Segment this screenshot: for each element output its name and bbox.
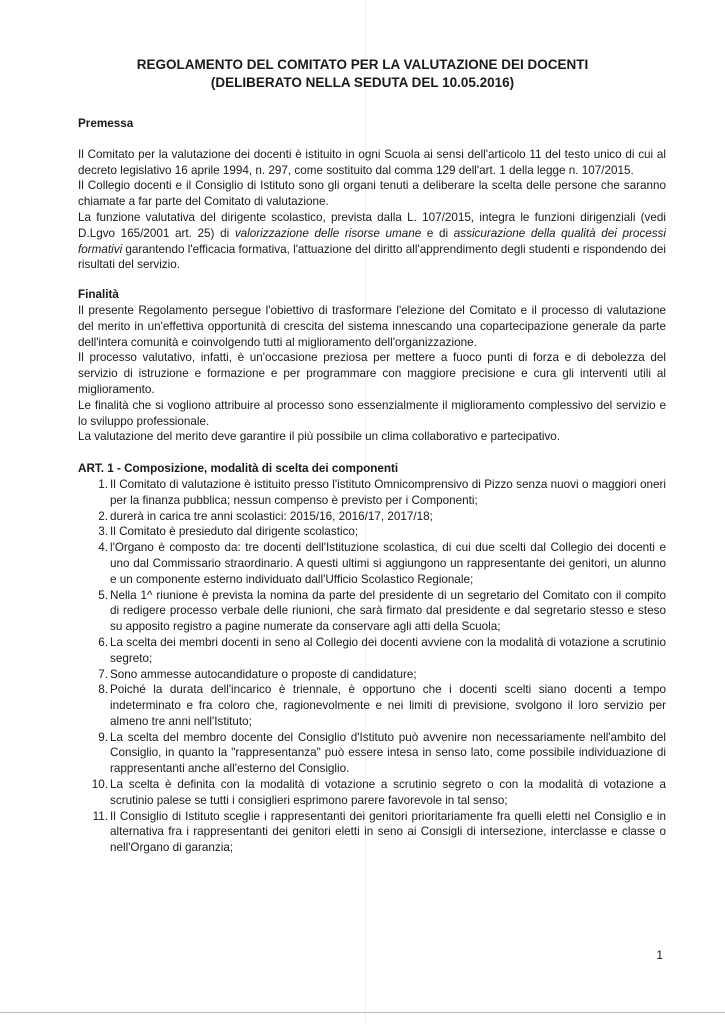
list-item: 8. Poiché la durata dell'incarico è triennale, è opportuno che i docenti scelti siano docenti a tempo indeterminato e fra coloro che, ragionevolmente e nei limiti di previsione, svolgono il loro servizio per almeno tre anni nell'Istituto;	[98, 683, 666, 728]
list-item: 10. La scelta è definita con la modalità di votazione a scrutinio segreto o con la modalità di votazione a scrutinio palese se tutti i consiglieri esprimono parere favorevole in tal senso;	[91, 778, 666, 807]
list-item: 2. durerà in carica tre anni scolastici: 2015/16, 2016/17, 2017/18;	[98, 509, 433, 523]
list-item: 1. Il Comitato di valutazione è istituito presso l'istituto Omnicomprensivo di Pizzo senza nuovi o maggiori oneri per la finanza pubblica; nessun compenso è previsto per i Componenti;	[98, 477, 666, 507]
list-item: 4. l'Organo è composto da: tre docenti dell'Istituzione scolastica, di cui due scelti dal Collegio dei docenti e uno dal Commissario straordinario. A questi ultimi si aggiungono un rappresentante dei genitori, un alunno e un componente esterno individuato dall'Ufficio Scolastico Regionale;	[98, 541, 666, 586]
list-item: 9. La scelta del membro docente del Consiglio d'Istituto può avvenire non necessariamente nell'ambito del Consiglio, in quanto la "rappresentanza" può essere intesa in senso lato, come possibile individuazione di rappresentanti anche all'esterno del Consiglio.	[98, 730, 666, 776]
premessa-paragraph-1: Il Comitato per la valutazione dei docenti è istituito in ogni Scuola ai sensi dell'articolo 11 del testo unico di cui al decreto legislativo 16 aprile 1994, n. 297, come sostituito dal comma 129 dell'art. 1 della legge n. 107/2015.	[78, 147, 666, 177]
scan-bottom-edge	[0, 1012, 725, 1013]
document-title	[60, 56, 665, 92]
section-heading-premessa: Premessa	[78, 117, 134, 130]
list-item: 11. Il Consiglio di Istituto sceglie i rappresentanti dei genitori prioritariamente fra quelli eletti nel Consiglio e in alternativa fra i rappresentanti dei genitori eletti in seno ai Consigli di intersezione, interclasse e classe o nell'Organo di garanzia;	[92, 809, 666, 855]
list-item: 6. La scelta dei membri docenti in seno al Collegio dei docenti avviene con la modalità di votazione a scrutinio segreto;	[98, 635, 666, 665]
section-heading-art1: ART. 1 - Composizione, modalità di scelta dei componenti	[78, 462, 399, 476]
title-line-1: REGOLAMENTO DEL COMITATO PER LA VALUTAZIONE DEI DOCENTI	[136, 57, 589, 72]
art1-list	[78, 477, 666, 856]
premessa-paragraph-2: Il Collegio docenti e il Consiglio di Istituto sono gli organi tenuti a deliberare la scelta delle persone che saranno chiamate a far parte del Comitato di valutazione.	[78, 179, 666, 209]
page-number: 1	[656, 948, 663, 962]
list-item: 7. Sono ammesse autocandidature o proposte di candidature;	[98, 667, 417, 681]
premessa-paragraph-3: La funzione valutativa del dirigente scolastico, prevista dalla L. 107/2015, integra le funzioni dirigenziali (vedi D.Lgvo 165/2001 art. 25) di valorizzazione delle risorse umane e di assicurazione della qualità dei processi formativi garantendo l'efficacia formativa, l'attuazione del diritto all'apprendimento degli studenti e rispondendo dei risultati del servizio.	[78, 210, 667, 272]
document-body	[78, 116, 666, 856]
finalita-paragraph-4: La valutazione del merito deve garantire il più possibile un clima collaborativo e partecipativo.	[78, 430, 561, 444]
finalita-paragraph-2: Il processo valutativo, infatti, è un'occasione preziosa per mettere a fuoco punti di forza e di debolezza del servizio di istruzione e formazione e per programmare con maggiore precisione e cura gli interventi utili al miglioramento.	[78, 351, 666, 396]
emphasis-assicurazione: assicurazione della qualità dei processi formativi	[78, 226, 667, 256]
finalita-paragraph-3: Le finalità che si vogliono attribuire al processo sono essenzialmente il miglioramento complessivo del servizio e lo sviluppo professionale.	[78, 398, 666, 428]
list-item: 5. Nella 1^ riunione è prevista la nomina da parte del presidente di un segretario del Comitato con il compito di redigere processo verbale delle riunioni, che sarà firmato dal presidente e dal segretario stesso e steso su apposito registro a pagine numerate da conservare agli atti della Scuola;	[98, 588, 666, 634]
list-item: 3. Il Comitato è presieduto dal dirigente scolastico;	[98, 525, 359, 539]
title-line-2: (DELIBERATO NELLA SEDUTA DEL 10.05.2016)	[210, 75, 515, 90]
finalita-paragraph-1: Il presente Regolamento persegue l'obiettivo di trasformare l'elezione del Comitato e il processo di valutazione del merito in un'effettiva opportunità di crescita del sistema innescando una copartecipazione generale da parte dell'intera comunità e coinvolgendo tutti al miglioramento dell'organizzazione.	[78, 303, 666, 349]
section-heading-finalita: Finalità	[78, 288, 119, 302]
emphasis-valorizzazione: valorizzazione delle risorse umane	[234, 226, 422, 240]
